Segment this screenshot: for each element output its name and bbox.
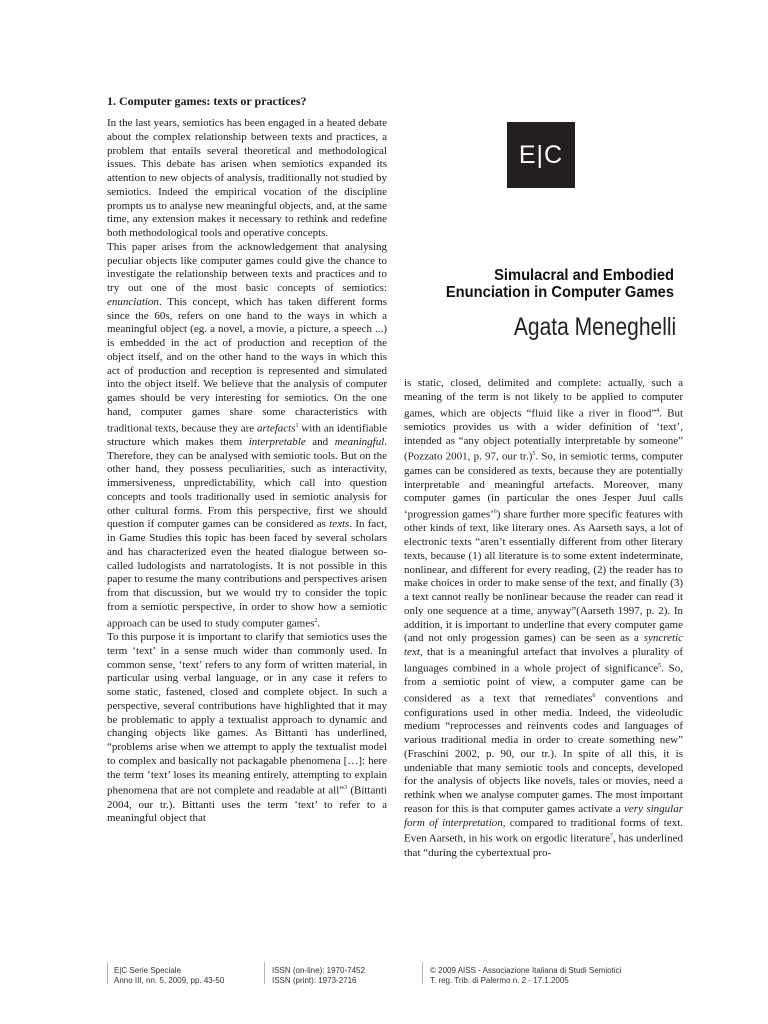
- footnote-marker: 6: [592, 693, 596, 700]
- footer-journal-info: [114, 966, 224, 986]
- italic-term: texts: [329, 518, 350, 531]
- italic-term: artefacts: [257, 422, 296, 435]
- paragraph: is static, closed, delimited and complete: actually, such a meaning of the term is not likely to be applied to computer games, which are objects “fluid like a river in flood”$^4$. But semiotics provides us with a wider definition of ‘text’, intended as “any object potentially interpretable by someone” (Pozzato 2001, p. 97, our tr.)$^5$. So, in semiotic terms, computer games can be considered as texts, because they are potentially interpretable and meaningful artefacts. Moreover, many computer games (in particular the ones Jesper Juul calls ‘progression games’$^6$) share further more specific features with other kinds of text, like literary ones. As Aarseth says, a lot of electronic texts “aren’t essentially different from other literary texts, because (1) all literature is to some extent indeterminate, nonlinear, and different for every reading, (2) the reader has to make choices in order to make sense of the text, and finally (3) a text cannot really be nonlinear because the reader can read it only one sequence at a time, anyway”(Aarseth 1997, p. 2). In addition, it is important to underline that every computer game (and not only progession games) can be seen as a syncretic text, that is a meaningful artefact that involves a plurality of languages combined in a whole project of significance$^5$. So, from a semiotic point of view, a computer game can be considered as a text that remediates$^6$ conventions and configurations used in other media. Indeed, the videoludic medium “reprocesses and reinvents codes and languages of various traditional media in order to create something new” (Fraschini 2002, p. 90, our tr.). In spite of all this, it is undeniable that many semiotic tools and concepts, developed for the analysis of objects like novels, tales or movies, need a rethink when we analyse computer games. The most important reason for this is that computer games activate a very singular form of interpretation, compared to traditional forms of text. Even Aarseth, in his work on ergodic literature$^7$, has underlined that “during the cybertextual pro-: [404, 377, 684, 859]
- footer-issn: [272, 966, 365, 986]
- footnote-marker: 3: [344, 785, 348, 792]
- section-heading: 1. Computer games: texts or practices?: [107, 94, 307, 108]
- footer-line: E|C Serie Speciale: [114, 966, 181, 975]
- article-title-line-2: Enunciation in Computer Games: [445, 284, 674, 301]
- footer-divider: [107, 962, 108, 984]
- article-title: [426, 267, 674, 301]
- footnote-marker: 4: [656, 407, 660, 414]
- footnote-marker: 6: [493, 509, 497, 516]
- italic-term: interpretable: [248, 435, 306, 448]
- author-name: Agata Meneghelli: [513, 313, 676, 341]
- footer-line: ISSN (print): 1973-2716: [272, 976, 357, 985]
- paragraph: This paper arises from the acknowledgement that analysing peculiar objects like computer games could give the chance to investigate the relationship between texts and practices and to try out one of the most basic concepts of semiotics: enunciation. This concept, which has taken different forms since the 60s, refers on one hand to the ways in which a meaningful object (eg. a novel, a movie, a picture, a speech ...) is embedded in the act of production and reception of the object itself, and on the other hand to the ways in which this act of production and reception is represented and simulated into the object itself. We believe that the analysis of computer games should be very interesting for semiotics. On the one hand, computer games share some characteristics with traditional texts, because they are artefacts$^1$ with an identifiable structure which makes them interpretable and meaningful. Therefore, they can be analysed with semiotic tools. But on the other hand, they possess peculiarities, such as interactivity, immersiveness, unpredictability, which call into question concepts and tools traditionally used in semiotic analysis for other cultural forms. From this perspective, first we should question if computer games can be considered as texts. In fact, in Game Studies this topic has been faced by several scholars and has characterized even the heated dialogue between so-called ludologists and narratologists. It is not possible in this paper to resume the many contributions and perspectives arisen from that discussion, but we would try to consider the topic from a semiotic perspective, in order to show how a semiotic approach can be used to study computer games$^2$.: [107, 240, 387, 630]
- footnote-marker: 5: [532, 451, 536, 458]
- footer-line: T. reg. Trib. di Palermo n. 2 - 17.1.2005: [430, 976, 569, 985]
- footnote-marker: 2: [314, 617, 318, 624]
- italic-term: syncretic text: [404, 632, 683, 659]
- footer-line: ISSN (on-line): 1970-7452: [272, 966, 365, 975]
- footnote-marker: 5: [658, 662, 662, 669]
- paragraph: To this purpose it is important to clarify that semiotics uses the term ‘text’ in a sense much wider than commonly used. In common sense, ‘text’ refers to any form of written material, in particular using verbal language, or in any case it refers to some static, fastened, closed and complete object. In such a perspective, several contributions have highlighted that it may be problematic to apply a textualist approach to dynamic and changing objects like games. As Bittanti has underlined, “problems arise when we attempt to apply the textualist model to complex and basically not packagable phenomena […]: here the term ‘text’ loses its meaning entirely, attempting to explain phenomena that are not complete and readable at all”$^3$ (Bittanti 2004, our tr.). Bittanti uses the term ‘text’ to refer to a meaningful object that: [107, 631, 387, 825]
- italic-term: very singular form of interpretation: [404, 802, 683, 829]
- paragraph: In the last years, semiotics has been engaged in a heated debate about the complex relationship between texts and practices, a problem that entails several theoretical and methodological issues. This debate has arisen when semiotics expanded its attention to new objects of analysis, traditionally not studied by semiotics. Indeed the empirical vocation of the discipline prompts us to analyse new meaningful objects, and, at the same time, any extension makes it necessary to rethink and redefine both methodological tools and operative concepts.: [107, 117, 387, 239]
- footer-line: Anno III, nn. 5, 2009, pp. 43-50: [114, 976, 225, 985]
- footer-divider: [422, 962, 423, 984]
- article-title-line-1: Simulacral and Embodied: [494, 267, 674, 284]
- right-column: [404, 377, 683, 860]
- left-column: [107, 117, 387, 826]
- italic-term: enunciation: [107, 295, 159, 308]
- footer-line: © 2009 AISS - Associazione Italiana di Studi Semiotici: [430, 966, 622, 975]
- footer-divider: [264, 962, 265, 984]
- italic-term: meaningful: [334, 435, 385, 448]
- journal-logo: E|C: [507, 122, 575, 188]
- footer-copyright: [430, 966, 621, 986]
- footnote-marker: 7: [609, 833, 613, 840]
- footnote-marker: 1: [295, 422, 299, 429]
